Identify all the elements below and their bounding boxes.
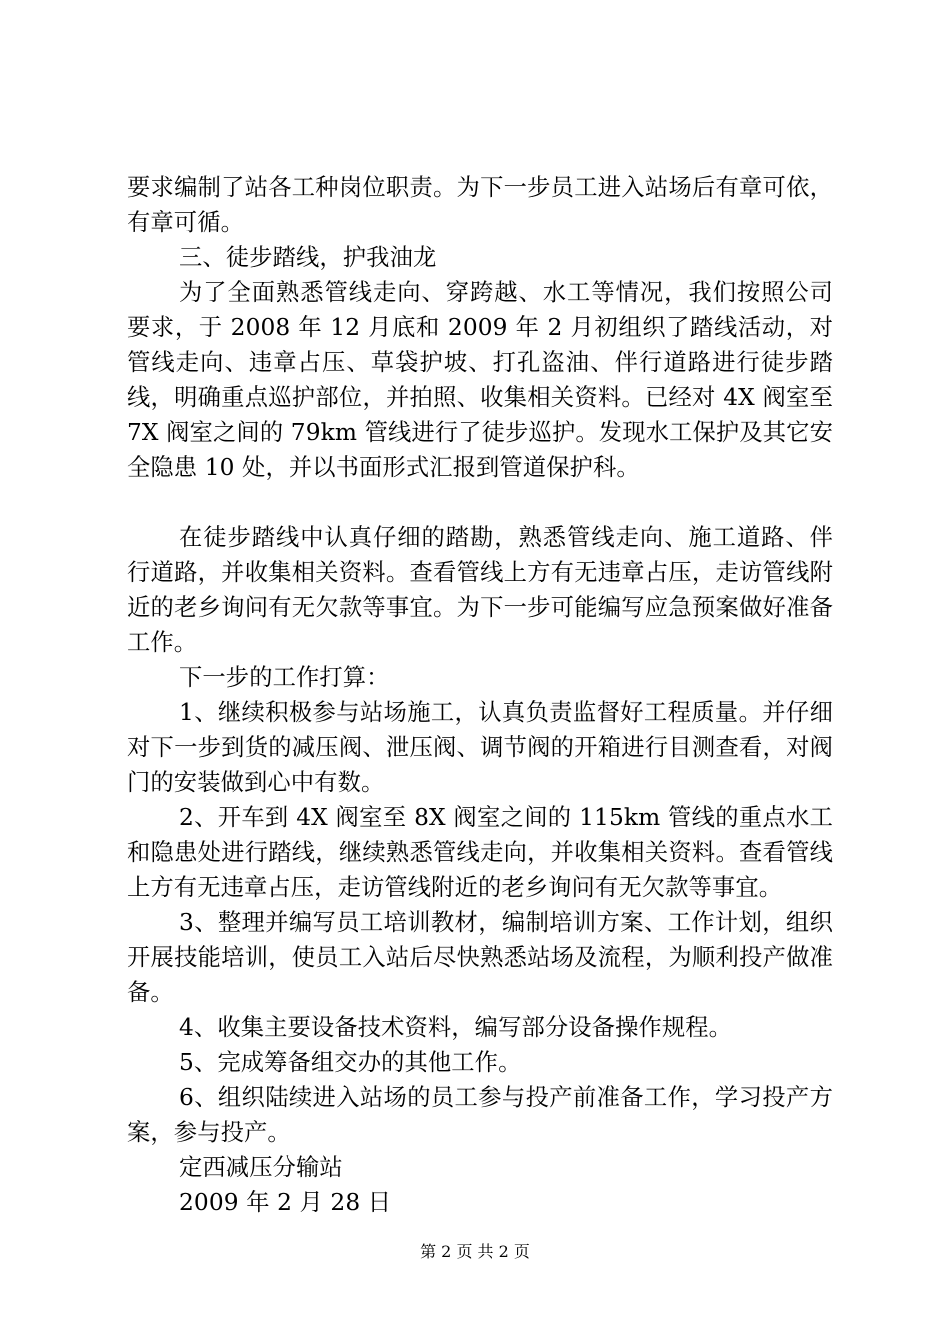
document-body [127, 170, 833, 1220]
plan-item-3: 3、整理并编写员工培训教材，编制培训方案、工作计划，组织开展技能培训，使员工入站后尽快熟悉站场及流程，为顺利投产做准备。 [127, 909, 833, 1006]
paragraph-continuation: 要求编制了站各工种岗位职责。为下一步员工进入站场后有章可依，有章可循。 [127, 174, 833, 236]
paragraph-inspection: 在徒步踏线中认真仔细的踏勘，熟悉管线走向、施工道路、伴行道路，并收集相关资料。查看管线上方有无违章占压，走访管线附近的老乡询问有无欠款等事宜。为下一步可能编写应急预案做好准备工作。 [127, 524, 833, 656]
plan-item-2: 2、开车到 4X 阀室至 8X 阀室之间的 115km 管线的重点水工和隐患处进行踏线，继续熟悉管线走向，并收集相关资料。查看管线上方有无违章占压，走访管线附近的老乡询问有无欠款等事宜。 [127, 804, 833, 901]
next-steps-heading: 下一步的工作打算： [179, 664, 390, 691]
page-number-footer: 第 2 页 共 2 页 [420, 1242, 530, 1261]
plan-item-4: 4、收集主要设备技术资料，编写部分设备操作规程。 [179, 1014, 733, 1041]
section-heading-3: 三、徒步踏线，护我油龙 [179, 244, 437, 271]
paragraph-line-walk: 为了全面熟悉管线走向、穿跨越、水工等情况，我们按照公司要求，于 2008 年 12 月底和 2009 年 2 月初组织了踏线活动，对管线走向、违章占压、草袋护坡、打孔盗油、伴行道路进行徒步踏线，明确重点巡护部位，并拍照、收集相关资料。已经对 4X 阀室至 7X 阀室之间的 79km 管线进行了徒步巡护。发现水工保护及其它安全隐患 10 处，并以书面形式汇报到管道保护科。 [127, 279, 833, 481]
signature-organization: 定西减压分输站 [179, 1154, 343, 1181]
plan-item-1: 1、继续积极参与站场施工，认真负责监督好工程质量。并仔细对下一步到货的减压阀、泄压阀、调节阀的开箱进行目测查看，对阀门的安装做到心中有数。 [127, 699, 833, 796]
signature-date: 2009 年 2 月 28 日 [179, 1189, 392, 1216]
plan-item-6: 6、组织陆续进入站场的员工参与投产前准备工作，学习投产方案，参与投产。 [127, 1084, 833, 1146]
plan-item-5: 5、完成筹备组交办的其他工作。 [179, 1049, 522, 1076]
